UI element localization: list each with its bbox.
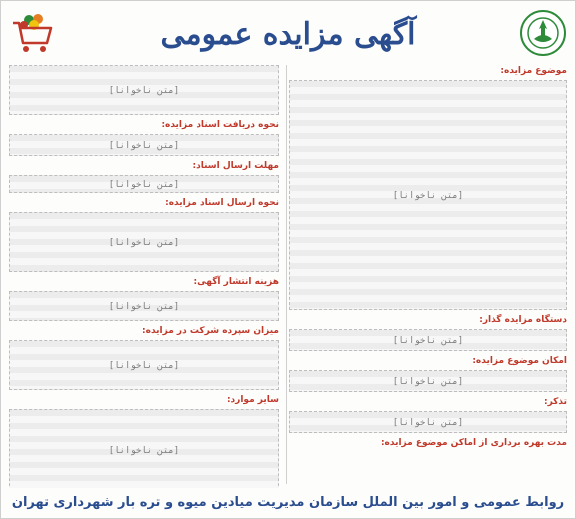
deposit-body-illegible: [متن ناخوانا]: [289, 329, 567, 351]
other-body-illegible: [متن ناخوانا]: [9, 409, 279, 488]
other-heading: سایر موارد:: [226, 395, 279, 405]
publication-cost-body-illegible: [متن ناخوانا]: [9, 291, 279, 321]
deposit-amount-body-illegible: [متن ناخوانا]: [9, 340, 279, 390]
shopping-cart-produce-icon: [9, 11, 55, 55]
page-title: آگهی مزایده عمومی: [160, 16, 416, 52]
submission-body-illegible: [متن ناخوانا]: [9, 175, 279, 193]
right-column: [289, 63, 567, 488]
deposit-heading: دستگاه مزایده گذار:: [479, 315, 567, 325]
receipt-heading: نحوه دریافت اسناد مزایده:: [161, 120, 279, 130]
inspection-heading: امکان موضوع مزایده:: [472, 356, 567, 366]
inspection-body-illegible: [متن ناخوانا]: [289, 370, 567, 392]
submission-method-body-illegible: [متن ناخوانا]: [9, 212, 279, 272]
subject-items-illegible: [متن ناخوانا]: [289, 80, 567, 310]
subject-heading: موضوع مزایده:: [500, 66, 567, 76]
left-column: [9, 63, 279, 488]
deposit-amount-heading: میزان سپرده شرکت در مزایده:: [142, 326, 279, 336]
submission-heading: مهلت ارسال اسناد:: [192, 161, 279, 171]
intro-body-illegible: [متن ناخوانا]: [9, 65, 279, 115]
tehran-municipality-emblem-icon: [519, 9, 567, 57]
publication-cost-heading: هزینه انتشار آگهی:: [193, 277, 279, 287]
period-heading: مدت بهره برداری از اماکن موضوع مزایده:: [380, 438, 567, 448]
receipt-body-illegible: [متن ناخوانا]: [9, 134, 279, 156]
column-divider: [286, 65, 287, 484]
note-body-illegible: [متن ناخوانا]: [289, 411, 567, 433]
header: [1, 7, 575, 61]
footer-publisher: روابط عمومی و امور بین الملل سازمان مدیریت میادین میوه و تره بار شهرداری تهران: [11, 494, 565, 510]
submission-method-heading: نحوه ارسال اسناد مزایده:: [165, 198, 279, 208]
note-heading: تذکر:: [543, 397, 567, 407]
